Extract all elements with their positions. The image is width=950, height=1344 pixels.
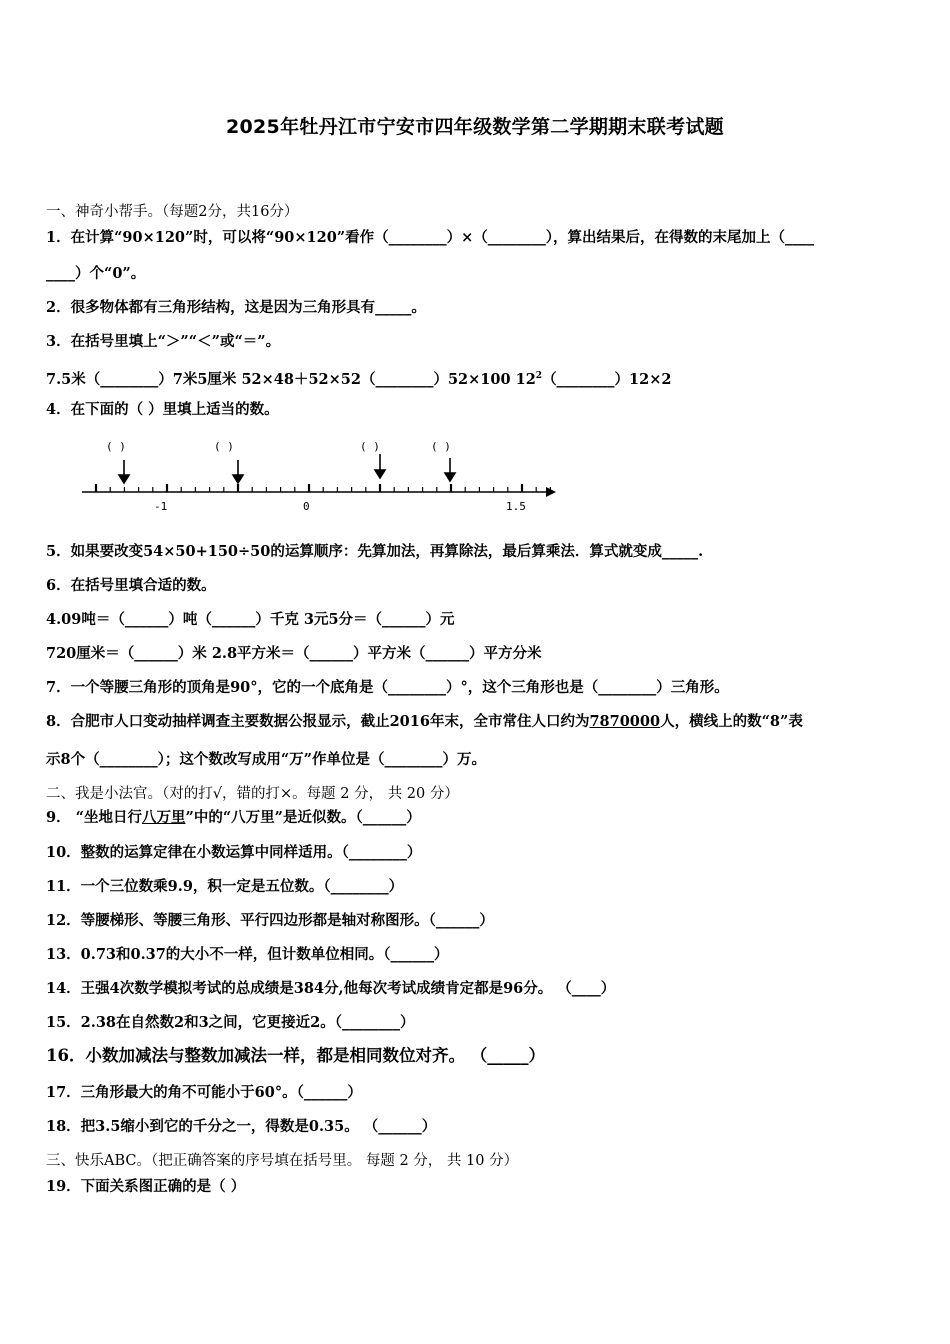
q8-pre: 8．合肥市人口变动抽样调查主要数据公报显示，截止2016年末，全市常住人口约为 — [46, 713, 590, 730]
q3-items-post: （________）12×2 — [542, 370, 672, 388]
number-line-label-minus-1: -1 — [154, 500, 168, 513]
number-line-figure — [76, 432, 566, 518]
question-16: 16．小数加减法与整数加减法一样，都是相同数位对齐。 （_____） — [46, 1046, 545, 1065]
section-1-heading: 一、神奇小帮手。（每题2分，共16分） — [46, 204, 299, 220]
q3-superscript: 2 — [535, 371, 543, 381]
question-3: 3．在括号里填上“＞”“＜”或“＝”。 — [46, 333, 281, 350]
question-6-item-b: 720厘米＝（______）米 2.8平方米＝（______）平方米（______）平方分米 — [46, 645, 542, 662]
q9-pre: 9． “坐地日行 — [46, 809, 142, 826]
question-1-line-1: 1．在计算“90×120”时，可以将“90×120”看作（________）×（________），算出结果后，在得数的末尾加上（____ — [46, 229, 815, 246]
question-13: 13．0.73和0.37的大小不一样，但计数单位相同。（______） — [46, 946, 449, 963]
question-1-line-2: ____）个“0”。 — [46, 265, 146, 282]
question-15: 15．2.38在自然数2和3之间，它更接近2。（________） — [46, 1014, 415, 1031]
page-title: 2025年牡丹江市宁安市四年级数学第二学期期末联考试题 — [226, 116, 724, 138]
question-9 — [46, 808, 916, 828]
question-14: 14．王强4次数学模拟考试的总成绩是384分,他每次考试成绩肯定都是96分。 （____） — [46, 980, 616, 997]
number-line-ticks — [96, 484, 550, 492]
number-line-blank-3: ( ) — [360, 440, 380, 453]
number-line-label-1-5: 1.5 — [506, 500, 526, 513]
q9-post: ”中的“八万里”是近似数。（______） — [185, 809, 421, 826]
arrowhead-3-icon — [375, 470, 385, 478]
number-line-blank-1: ( ) — [106, 440, 126, 453]
arrowhead-1-icon — [119, 475, 129, 483]
question-7: 7．一个等腰三角形的顶角是90°，它的一个底角是（________）°，这个三角形也是（________）三角形。 — [46, 679, 729, 696]
question-2: 2．很多物体都有三角形结构，这是因为三角形具有_____。 — [46, 299, 426, 316]
section-3-heading: 三、快乐ABC。（把正确答案的序号填在括号里。 每题 2 分， 共 10 分） — [46, 1153, 519, 1169]
number-line-blank-4: ( ) — [431, 440, 451, 453]
arrowhead-4-icon — [445, 473, 455, 481]
number-line-label-0: 0 — [303, 500, 310, 513]
arrowhead-2-icon — [233, 475, 243, 483]
q8-post: 人，横线上的数“8”表 — [660, 713, 803, 730]
question-17: 17．三角形最大的角不可能小于60°。（______） — [46, 1084, 362, 1101]
question-8-line-1 — [46, 712, 916, 732]
question-12: 12．等腰梯形、等腰三角形、平行四边形都是轴对称图形。（______） — [46, 912, 494, 929]
question-18: 18．把3.5缩小到它的千分之一，得数是0.35。 （______） — [46, 1118, 437, 1135]
section-2-heading: 二、我是小法官。（对的打√，错的打×。每题 2 分， 共 20 分） — [46, 786, 459, 802]
question-4: 4．在下面的（ ）里填上适当的数。 — [46, 401, 279, 418]
q9-underlined: 八万里 — [141, 809, 186, 826]
question-5: 5．如果要改变54×50+150÷50的运算顺序：先算加法，再算除法，最后算乘法．算式就变成_____. — [46, 543, 704, 560]
question-6: 6．在括号里填合适的数。 — [46, 577, 216, 594]
question-10: 10．整数的运算定律在小数运算中同样适用。（________） — [46, 844, 422, 861]
question-8-line-2: 示8个（________）；这个数改写成用“万”作单位是（________）万。 — [46, 751, 487, 768]
question-3-items — [46, 366, 916, 390]
question-19: 19．下面关系图正确的是（ ） — [46, 1178, 246, 1195]
question-6-item-a: 4.09吨＝（______）吨（______）千克 3元5分＝（______）元 — [46, 611, 455, 628]
question-11: 11．一个三位数乘9.9，积一定是五位数。（________） — [46, 878, 404, 895]
q8-underlined-number: 7870000 — [589, 713, 661, 730]
q3-items-pre: 7.5米（________）7米5厘米 52×48＋52×52（________）52×100 12 — [46, 370, 536, 388]
number-line-blank-2: ( ) — [214, 440, 234, 453]
